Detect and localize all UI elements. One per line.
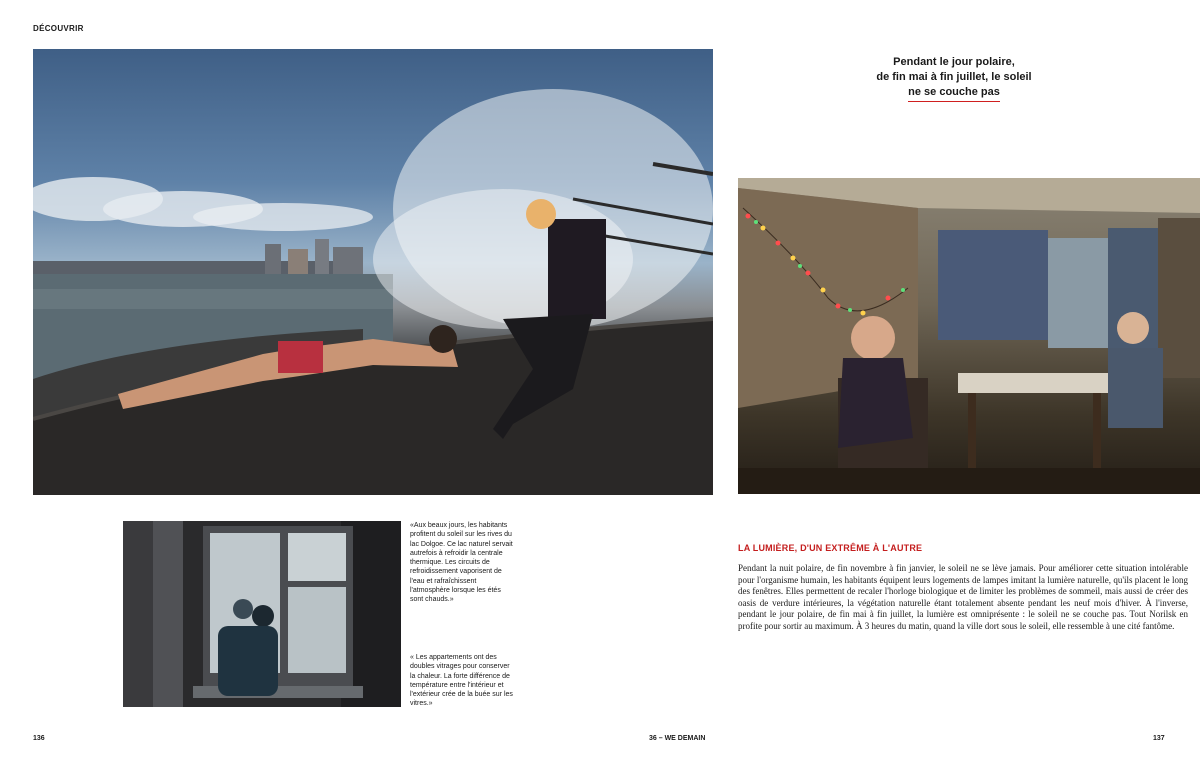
caption-window: « Les appartements ont des doubles vitrages pour conserver la chaleur. La forte différence de température entre l'intérieur et l'extérieur crée de la buée sur les vitres.» xyxy=(410,654,513,708)
photo-living-room-illustration xyxy=(738,178,1200,494)
pull-quote-line-1: Pendant le jour polaire, xyxy=(893,56,1015,68)
pull-quote xyxy=(760,55,1148,102)
pull-quote-highlight: ne se couche pas xyxy=(908,85,1000,102)
magazine-footer: 36 – WE DEMAIN xyxy=(649,735,706,742)
photo-lake-pipe xyxy=(33,49,713,495)
section-label: DÉCOUVRIR xyxy=(33,24,84,33)
page-number-right: 137 xyxy=(1153,735,1165,742)
photo-frosted-window xyxy=(123,521,401,707)
photo-living-room xyxy=(738,178,1200,494)
article-heading: LA LUMIÈRE, D'UN EXTRÊME À L'AUTRE xyxy=(738,543,923,553)
photo-lake-pipe-illustration xyxy=(33,49,713,495)
article-body: Pendant la nuit polaire, de fin novembre à fin janvier, le soleil ne se lève jamais. Pour améliorer cette situation intolérable pour l'organisme humain, les habitants équipent leurs logements de lampes imitant la lumière naturelle, qu'ils placent le long des fenêtres. Elles permettent de recaler l'horloge biologique et de limiter les problèmes de sommeil, mais aussi de créer des oasis de verdure intérieures, la végétation naturelle étant totalement absente pendant les neuf mois d'hiver. À l'inverse, pendant le jour polaire, de fin mai à fin juillet, la lumière est omniprésente : le soleil ne se couche pas. Tout Norilsk en profite pour sortir au maximum. À 3 heures du matin, quand la ville dort sous le soleil, elle ressemble à une cité fantôme. xyxy=(738,563,1188,631)
page-number-left: 136 xyxy=(33,735,45,742)
photo-frosted-window-illustration xyxy=(123,521,401,707)
caption-beach: «Aux beaux jours, les habitants profitent du soleil sur les rives du lac Dolgoe. Ce lac naturel servait autrefois à refroidir la centrale thermique. Les circuits de refroidissement vaporisent de l'eau et rafraîchissent l'atmosphère lorsque les étés sont chauds.» xyxy=(410,522,513,604)
pull-quote-line-2: de fin mai à fin juillet, le soleil xyxy=(876,71,1032,83)
